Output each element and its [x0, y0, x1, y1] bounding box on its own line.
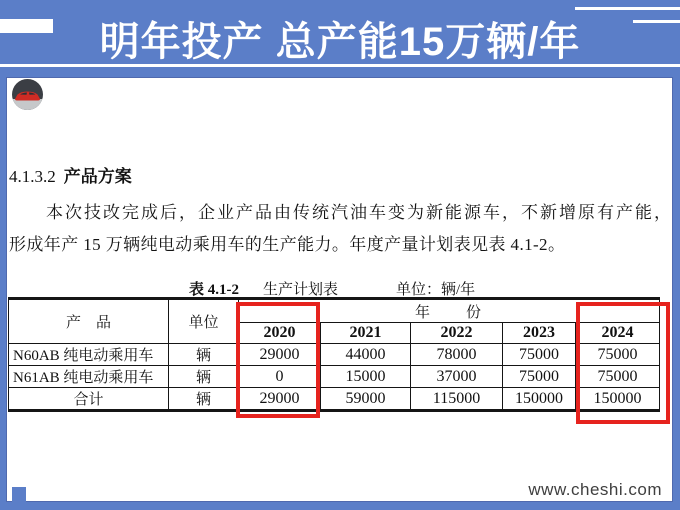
banner-line-decoration [633, 20, 680, 23]
paragraph-line-2: 形成年产 15 万辆纯电动乘用车的生产能力。年度产量计划表见表 4.1-2。 [9, 235, 566, 254]
table-caption-unit: 单位：辆/年 [396, 282, 476, 298]
unit-cell: 辆 [169, 388, 239, 411]
value-cell: 115000 [411, 388, 503, 411]
column-header-year: 2020 [239, 323, 321, 344]
paragraph-line-1: 本次技改完成后，企业产品由传统汽油车变为新能源车，不新增原有产能， [46, 203, 673, 222]
table-row [9, 344, 660, 366]
table-row-total [9, 388, 660, 411]
banner-underline [0, 64, 680, 67]
value-cell: 150000 [576, 388, 660, 411]
unit-cell: 辆 [169, 344, 239, 366]
table-caption-title: 生产计划表 [263, 282, 339, 298]
value-cell: 37000 [411, 366, 503, 388]
column-header-year: 2024 [576, 323, 660, 344]
product-name-cell: N61AB 纯电动乘用车 [9, 366, 169, 388]
highlight-box-2020 [236, 302, 320, 418]
column-header-year: 2022 [411, 323, 503, 344]
value-cell: 15000 [321, 366, 411, 388]
column-header-year: 2021 [321, 323, 411, 344]
product-name-cell: 合计 [9, 388, 169, 411]
bottom-tab-decoration [12, 487, 26, 503]
production-plan-table [8, 297, 660, 412]
value-cell: 75000 [576, 366, 660, 388]
value-cell: 75000 [576, 344, 660, 366]
table-header-row-group [9, 299, 660, 323]
section-title: 产品方案 [63, 167, 132, 186]
value-cell: 78000 [411, 344, 503, 366]
value-cell: 0 [239, 366, 321, 388]
column-header-year: 2023 [503, 323, 576, 344]
value-cell: 29000 [239, 344, 321, 366]
table-row [9, 366, 660, 388]
value-cell: 29000 [239, 388, 321, 411]
document-panel [6, 77, 673, 502]
value-cell: 150000 [503, 388, 576, 411]
website-watermark: www.cheshi.com [528, 480, 662, 499]
column-header-product: 产 品 [9, 299, 169, 344]
value-cell: 75000 [503, 344, 576, 366]
value-cell: 59000 [321, 388, 411, 411]
value-cell: 75000 [503, 366, 576, 388]
column-header-unit: 单位 [169, 299, 239, 344]
banner-line-decoration [575, 7, 680, 10]
value-cell: 44000 [321, 344, 411, 366]
section-heading [9, 162, 132, 187]
page-title: 明年投产 总产能15万辆/年 [99, 20, 581, 64]
unit-cell: 辆 [169, 366, 239, 388]
column-header-years-group: 年 份 [239, 299, 660, 323]
highlight-box-2024 [576, 302, 670, 424]
red-car-logo-icon [12, 79, 43, 110]
product-name-cell: N60AB 纯电动乘用车 [9, 344, 169, 366]
table-caption-label: 表 4.1-2 [189, 282, 239, 298]
section-number: 4.1.3.2 [9, 167, 56, 186]
